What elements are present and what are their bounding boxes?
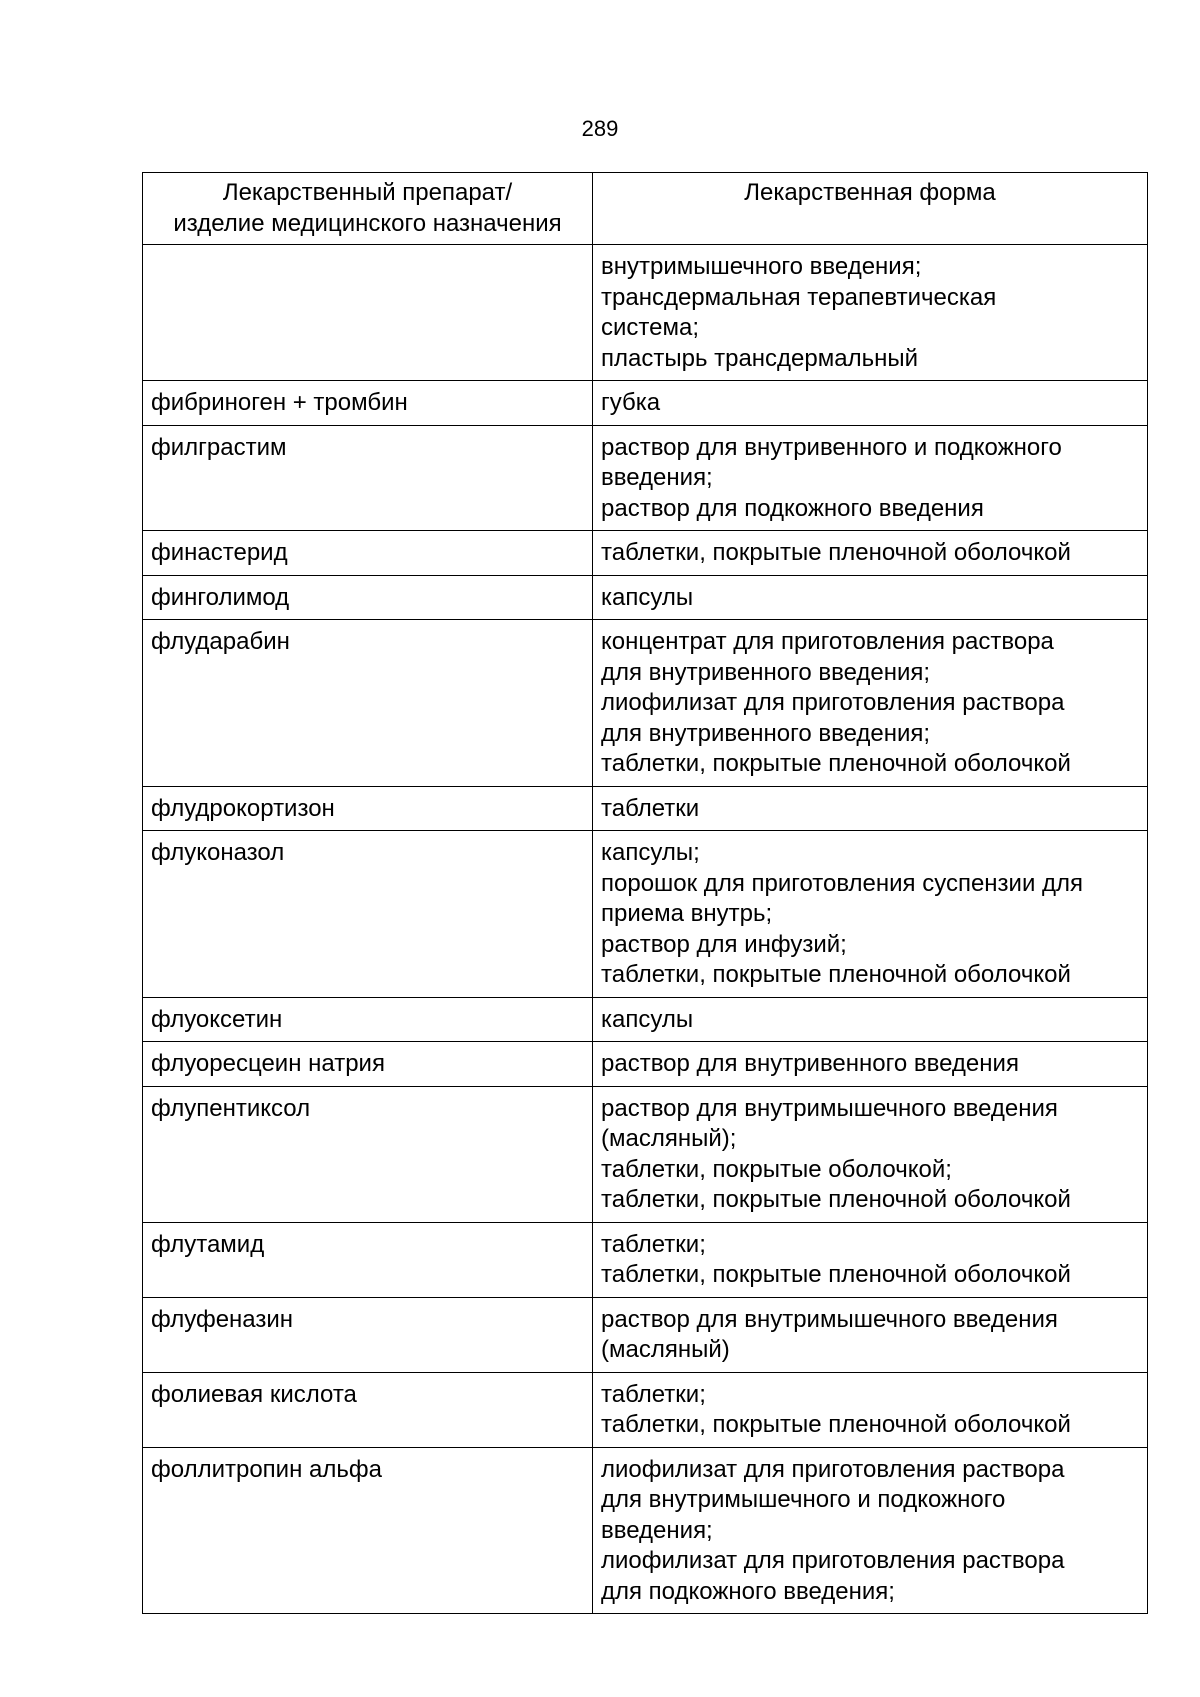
dosage-form-line: (масляный) <box>601 1336 730 1363</box>
dosage-form-line: таблетки <box>601 794 700 822</box>
dosage-form-line: таблетки, покрытые пленочной оболочкой <box>601 1186 1071 1213</box>
dosage-form-line: лиофилизат для приготовления раствора <box>601 1455 1065 1483</box>
table-row <box>143 381 1148 426</box>
dosage-form-line: раствор для подкожного введения <box>601 494 984 522</box>
table-row <box>143 245 1148 381</box>
table-row <box>143 1222 1148 1297</box>
dosage-form-cell <box>593 1086 1148 1222</box>
dosage-form-line: пластырь трансдермальный <box>601 344 919 372</box>
dosage-form-line: внутримышечного введения; <box>601 253 922 280</box>
dosage-form-line: порошок для приготовления суспензии для <box>601 869 1084 897</box>
dosage-form-cell <box>593 381 1148 426</box>
dosage-form-line: капсулы <box>601 1005 694 1033</box>
drug-name-cell <box>143 245 593 381</box>
dosage-form-line: система; <box>601 314 699 341</box>
table-row <box>143 425 1148 531</box>
drug-name-cell: финголимод <box>143 575 593 620</box>
dosage-form-line: таблетки, покрытые пленочной оболочкой <box>601 539 1071 566</box>
table-row <box>143 531 1148 576</box>
dosage-form-line: капсулы <box>601 583 694 611</box>
dosage-form-cell <box>593 1042 1148 1087</box>
dosage-form-line: губка <box>601 389 661 416</box>
dosage-form-line: введения; <box>601 1516 713 1544</box>
dosage-form-line: для подкожного введения; <box>601 1577 895 1605</box>
dosage-form-line: капсулы; <box>601 839 700 866</box>
dosage-form-cell <box>593 575 1148 620</box>
drug-name-cell: флудрокортизон <box>143 786 593 831</box>
table-row <box>143 1447 1148 1614</box>
table-row <box>143 1372 1148 1447</box>
drug-name-cell: филграстим <box>143 425 593 531</box>
drug-name-cell: финастерид <box>143 531 593 576</box>
drug-table <box>142 172 1148 1614</box>
table-body <box>143 245 1148 1614</box>
header-drug-line: Лекарственный препарат/ <box>222 179 513 206</box>
dosage-form-line: таблетки, покрытые пленочной оболочкой <box>601 1261 1071 1288</box>
dosage-form-line: (масляный); <box>601 1125 737 1152</box>
dosage-form-line: трансдермальная терапевтическая <box>601 283 997 311</box>
dosage-form-line: для внутримышечного и подкожного <box>601 1486 1006 1513</box>
drug-name-cell: флуконазол <box>143 831 593 998</box>
dosage-form-line: для внутривенного введения; <box>601 719 931 747</box>
dosage-form-cell <box>593 831 1148 998</box>
table-header-row <box>143 173 1148 245</box>
dosage-form-cell <box>593 245 1148 381</box>
table-row <box>143 786 1148 831</box>
header-drug <box>143 173 593 245</box>
dosage-form-line: лиофилизат для приготовления раствора <box>601 1547 1065 1574</box>
table-row <box>143 997 1148 1042</box>
dosage-form-cell <box>593 1447 1148 1614</box>
table-row <box>143 575 1148 620</box>
dosage-form-line: для внутривенного введения; <box>601 658 931 686</box>
table-row <box>143 1042 1148 1087</box>
dosage-form-line: раствор для внутривенного и подкожного <box>601 433 1062 461</box>
dosage-form-cell <box>593 997 1148 1042</box>
dosage-form-line: лиофилизат для приготовления раствора <box>601 689 1065 716</box>
dosage-form-cell <box>593 425 1148 531</box>
drug-name-cell: фоллитропин альфа <box>143 1447 593 1614</box>
table-row <box>143 1086 1148 1222</box>
dosage-form-cell <box>593 1372 1148 1447</box>
dosage-form-line: концентрат для приготовления раствора <box>601 628 1054 655</box>
dosage-form-cell <box>593 786 1148 831</box>
header-form-line: Лекарственная форма <box>744 179 996 206</box>
drug-name-cell: флуфеназин <box>143 1297 593 1372</box>
table-row <box>143 831 1148 998</box>
drug-name-cell: флуоксетин <box>143 997 593 1042</box>
dosage-form-line: таблетки, покрытые пленочной оболочкой <box>601 961 1071 988</box>
dosage-form-line: таблетки, покрытые пленочной оболочкой <box>601 1411 1071 1438</box>
dosage-form-line: таблетки, покрытые оболочкой; <box>601 1155 952 1183</box>
dosage-form-cell <box>593 620 1148 787</box>
drug-name-cell: флударабин <box>143 620 593 787</box>
header-form <box>593 173 1148 245</box>
dosage-form-line: приема внутрь; <box>601 900 773 927</box>
dosage-form-line: раствор для внутримышечного введения <box>601 1305 1058 1333</box>
drug-name-cell: флупентиксол <box>143 1086 593 1222</box>
dosage-form-line: введения; <box>601 464 713 491</box>
dosage-form-line: таблетки; <box>601 1230 706 1258</box>
drug-name-cell: флутамид <box>143 1222 593 1297</box>
dosage-form-line: раствор для внутривенного введения <box>601 1050 1019 1077</box>
dosage-form-cell <box>593 1297 1148 1372</box>
table-row <box>143 1297 1148 1372</box>
dosage-form-line: таблетки; <box>601 1380 706 1408</box>
dosage-form-cell <box>593 531 1148 576</box>
page-number: 289 <box>581 116 619 141</box>
dosage-form-line: раствор для инфузий; <box>601 930 847 958</box>
drug-name-cell: фолиевая кислота <box>143 1372 593 1447</box>
dosage-form-line: раствор для внутримышечного введения <box>601 1094 1058 1122</box>
table-row <box>143 620 1148 787</box>
dosage-form-cell <box>593 1222 1148 1297</box>
drug-name-cell: флуоресцеин натрия <box>143 1042 593 1087</box>
dosage-form-line: таблетки, покрытые пленочной оболочкой <box>601 750 1071 777</box>
drug-name-cell: фибриноген + тромбин <box>143 381 593 426</box>
header-drug-line: изделие медицинского назначения <box>173 209 562 237</box>
